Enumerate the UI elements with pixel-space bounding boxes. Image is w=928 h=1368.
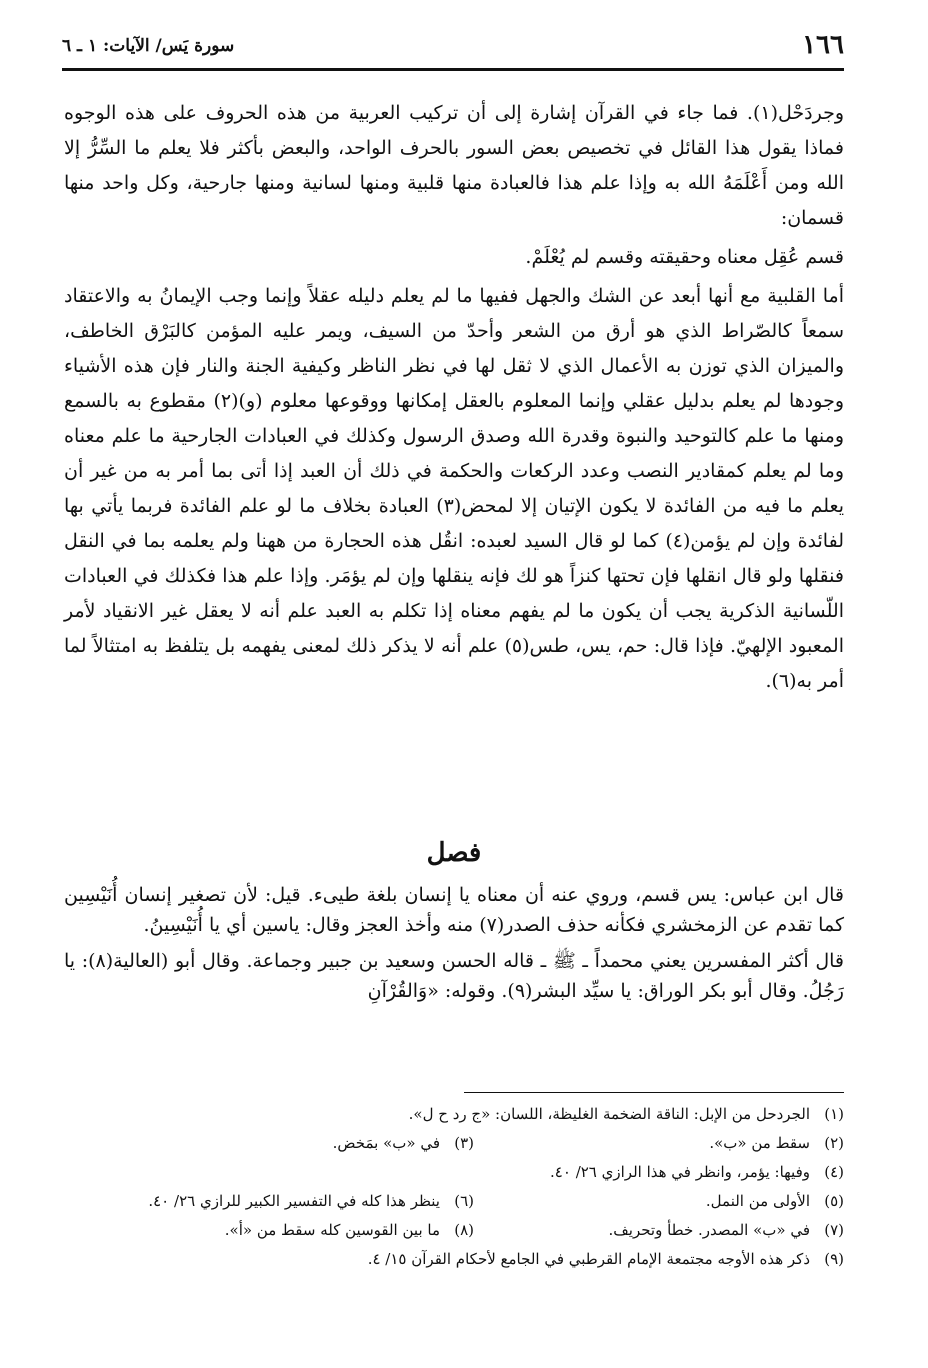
- page-header: [62, 30, 844, 70]
- section-text: [64, 880, 844, 1006]
- footnote-text: ينظر هذا كله في التفسير الكبير للرازي ٢٦/ ٤٠.: [148, 1192, 440, 1210]
- footnote: [409, 1100, 844, 1129]
- footnote-number: (٧): [824, 1221, 844, 1239]
- footnote-number: (٦): [454, 1192, 474, 1210]
- footnote-number: (٨): [454, 1221, 474, 1239]
- footnote-text: في «ب» المصدر. خطأ وتحريف.: [608, 1221, 810, 1239]
- footnote: [148, 1187, 474, 1216]
- footnote-text: ذكر هذه الأوجه مجتمعة الإمام القرطبي في الجامع لأحكام القرآن ١٥/ ٤.: [367, 1250, 810, 1268]
- footnote: [474, 1129, 844, 1158]
- footnote-text: الأولى من النمل.: [705, 1192, 810, 1210]
- footnote-text: سقط من «ب».: [709, 1134, 810, 1152]
- footnote-text: في «ب» بمَخض.: [332, 1134, 440, 1152]
- paragraph: وجردَحْل(١). فما جاء في القرآن إشارة إلى أن تركيب العربية من هذه الحروف على هذه الوجوه فماذا يقول هذا القائل في تخصيص بعض السور بالحرف الواحد، والبعض بأكثر فلا يعلم ما السِّرُّ إلا الله ومن أَعْلَمَهُ الله به وإذا علم هذا فالعبادة منها قلبية ومنها لسانية ومنها جارحية، وكل واحد منها قسمان:: [64, 102, 844, 229]
- footnote-text: الجردحل من الإبل: الناقة الضخمة الغليظة، اللسان: «ج رد ح ل».: [408, 1105, 810, 1123]
- paragraph: قسم عُقِل معناه وحقيقته وقسم لم يُعْلَمْ.: [525, 246, 844, 268]
- footnote-line: [64, 1245, 844, 1274]
- paragraph: قال أكثر المفسرين يعني محمداً ـ ﷺ ـ قاله الحسن وسعيد بن جبير وجماعة. وقال أبو (العالية(٨): يا رَجُلُ. وقال أبو بكر الوراق: يا سيِّد البشر(٩). وقوله: «وَالقُرْآنِ: [64, 950, 844, 1002]
- footnote-line: [64, 1158, 844, 1187]
- main-text: [64, 96, 844, 699]
- page-number: ١٦٦: [802, 30, 844, 60]
- footnote: [474, 1216, 844, 1245]
- footnote-number: (١): [824, 1105, 844, 1123]
- footnote: [225, 1216, 474, 1245]
- footnote-number: (٣): [454, 1134, 474, 1152]
- footnote-number: (٩): [824, 1250, 844, 1268]
- footnote-line: [64, 1100, 844, 1129]
- section-heading: فصل: [426, 838, 482, 868]
- footnote-number: (٢): [824, 1134, 844, 1152]
- footnote-line: [64, 1187, 844, 1216]
- footnote-rule: [464, 1092, 844, 1093]
- footnote: [333, 1129, 474, 1158]
- footnote-line: [64, 1216, 844, 1245]
- paragraph: قال ابن عباس: يس قسم، وروي عنه أن معناه يا إنسان بلغة طيىء. قيل: لأن تصغير إنسان أُنَيْسِين كما تقدم عن الزمخشري فكأنه حذف الصدر(٧) منه وأخذ العجز وقال: ياسين أي يا أُنَيْسِينُ.: [64, 884, 844, 936]
- footnote: [550, 1158, 844, 1187]
- footnote-number: (٤): [824, 1163, 844, 1181]
- footnote-number: (٥): [824, 1192, 844, 1210]
- footnote-line: [64, 1129, 844, 1158]
- footnote: [474, 1187, 844, 1216]
- footnote-text: ما بين القوسين كله سقط من «أ».: [224, 1221, 440, 1239]
- paragraph: أما القلبية مع أنها أبعد عن الشك والجهل ففيها ما لم يعلم دليله عقلاً وإنما وجب الإيمانُ به والاعتقاد سمعاً كالصّراط الذي هو أرق من الشعر وأحدّ من السيف، ويمر عليه المؤمن كالبَرْق الخاطف، والميزان الذي توزن به الأعمال الذي لا ثقل لها في نظر الناظر وكيفية الجنة والنار فإن هذه الأشياء وجودها لم يعلم بدليل عقلي وإنما المعلوم بالعقل إمكانها ووقوعها معلوم (و)(٢) مقطوع به بالسمع ومنها ما علم كالتوحيد والنبوة وقدرة الله وصدق الرسول وكذلك في العبادات الجارحية ما علم معناه وما لم يعلم كمقادير النصب وعدد الركعات والحكمة في ذلك أن العبد إذا أتى بما أمر به من غير أن يعلم ما فيه من الفائدة لا يكون الإتيان إلا لمحض(٣) العبادة بخلاف ما لو علم الفائدة فربما يأتي بها لفائدة وإن لم يؤمن(٤) كما لو قال السيد لعبده: انقُل هذه الحجارة من ههنا ولم يعلمه بما في النقل فنقلها ولو قال انقلها فإن تحتها كنزاً هو لك فإنه ينقلها وإن لم يؤمَر. وإذا علم هذا فكذلك في العبادات اللّسانية الذكرية يجب أن يكون ما لم يفهم معناه إذا تكلم به العبد علم أنه لا يعقل غير الانقياد لأمر المعبود الإلهيّ. فإذا قال: حم، يس، طس(٥) علم أنه لا يذكر ذلك لمعنى يفهمه بل يتلفظ به امتثالاً لما أمر به(٦).: [64, 285, 844, 692]
- footnote-text: وفيها: يؤمر، وانظر في هذا الرازي ٢٦/ ٤٠.: [550, 1163, 810, 1181]
- footnotes: [64, 1100, 844, 1274]
- footnote: [368, 1245, 844, 1274]
- running-title: سورة يَس/ الآيات: ١ ـ ٦: [62, 36, 235, 56]
- header-rule: [62, 68, 844, 71]
